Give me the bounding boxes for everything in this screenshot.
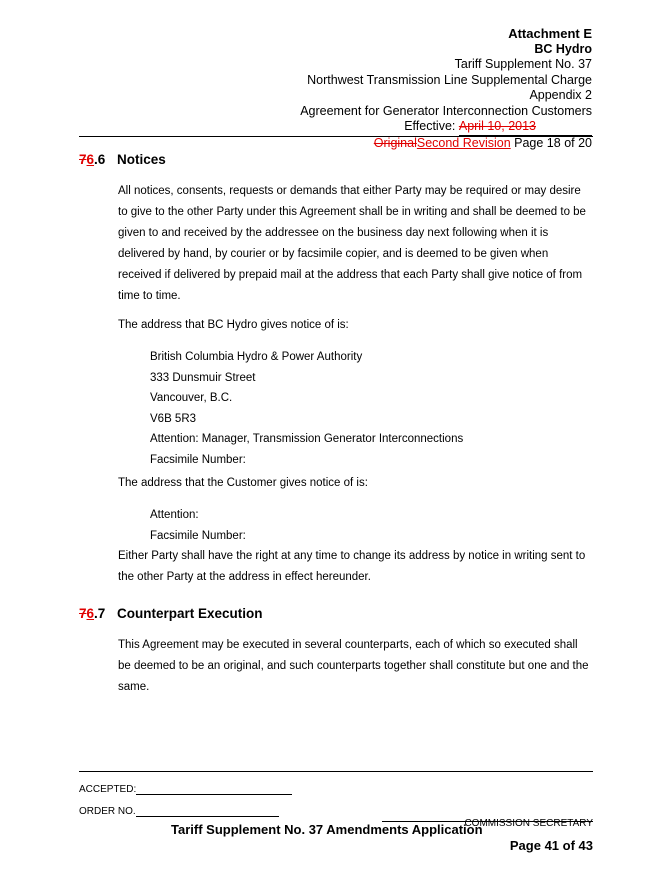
order-no-line (79, 806, 279, 817)
revision-inserted: Second Revision (416, 135, 511, 150)
address-line: Facsimile Number: (150, 529, 246, 542)
company-name: BC Hydro (534, 41, 592, 56)
agreement-title: Agreement for Generator Interconnection Customers (300, 103, 592, 118)
attachment-label: Attachment E (508, 26, 592, 41)
accepted-line (79, 784, 292, 795)
effective-date-field (459, 119, 592, 136)
address-line: 333 Dunsmuir Street (150, 371, 256, 384)
num-deleted: 7 (79, 606, 87, 621)
header-page: Page 18 of 20 (510, 135, 592, 150)
notices-paragraph: All notices, consents, requests or demands that either Party may be required or may desire to give to the other Party under this Agreement shall be in writing and shall be deemed to be given to and received by the addressee on the business day next following when it is delivered by hand, by courier or by facsimile copier, and is deemed to be given when received if delivered by prepaid mail at the address that each Party shall give notice of from time to time. (118, 185, 586, 302)
header-rule (79, 136, 593, 137)
address-line: Vancouver, B.C. (150, 392, 233, 404)
change-address-paragraph: Either Party shall have the right at any time to change its address by notice in writing sent to the other Party at the address in effect hereunder. (118, 550, 586, 583)
counterpart-paragraph: This Agreement may be executed in several counterparts, each of which so executed shall be deemed to be an original, and such counterparts together shall constitute but one and the same. (118, 639, 589, 693)
appendix-label: Appendix 2 (529, 88, 592, 102)
section-title: Counterpart Execution (117, 606, 263, 621)
footer-title: Tariff Supplement No. 37 Amendments Application (171, 822, 483, 837)
effective-date-deleted: April 10, 2013 (458, 119, 536, 133)
customer-address-block (150, 505, 246, 546)
section-number (79, 606, 117, 621)
num-inserted: 6 (86, 152, 95, 167)
customer-address-intro: The address that the Customer gives notice of is: (118, 477, 368, 489)
num-deleted: 7 (79, 152, 87, 167)
section-counterpart-heading (79, 606, 263, 621)
address-line: V6B 5R3 (150, 412, 197, 425)
order-no-blank (136, 816, 279, 817)
effective-label: Effective: (404, 119, 459, 133)
section-title: Notices (117, 152, 166, 167)
num-suffix: .6 (94, 152, 106, 167)
order-no-label: ORDER NO. (79, 806, 136, 817)
revision-line (300, 136, 592, 152)
address-line: Attention: Manager, Transmission Generator Interconnections (150, 433, 464, 445)
footer-page-number: Page 41 of 43 (509, 838, 593, 853)
revision-deleted: Original (373, 135, 417, 150)
accepted-blank (136, 794, 292, 795)
tariff-supplement: Tariff Supplement No. 37 (454, 57, 592, 71)
accepted-label: ACCEPTED: (79, 784, 137, 795)
footer-rule (79, 771, 593, 772)
num-inserted: 6 (86, 606, 95, 621)
document-header (300, 26, 592, 151)
address-line: Facsimile Number: (150, 453, 246, 466)
charge-name: Northwest Transmission Line Supplemental Charge (307, 72, 592, 87)
address-line: Attention: (150, 509, 199, 521)
commission-secretary-label: COMMISSION SECRETARY (464, 818, 593, 829)
effective-line (300, 119, 592, 136)
section-notices-heading (79, 152, 166, 167)
bc-hydro-address-intro: The address that BC Hydro gives notice of is: (118, 319, 349, 331)
num-suffix: .7 (94, 606, 106, 621)
address-line: British Columbia Hydro & Power Authority (150, 351, 363, 363)
section-number (79, 152, 117, 167)
bc-hydro-address-block (150, 347, 463, 470)
